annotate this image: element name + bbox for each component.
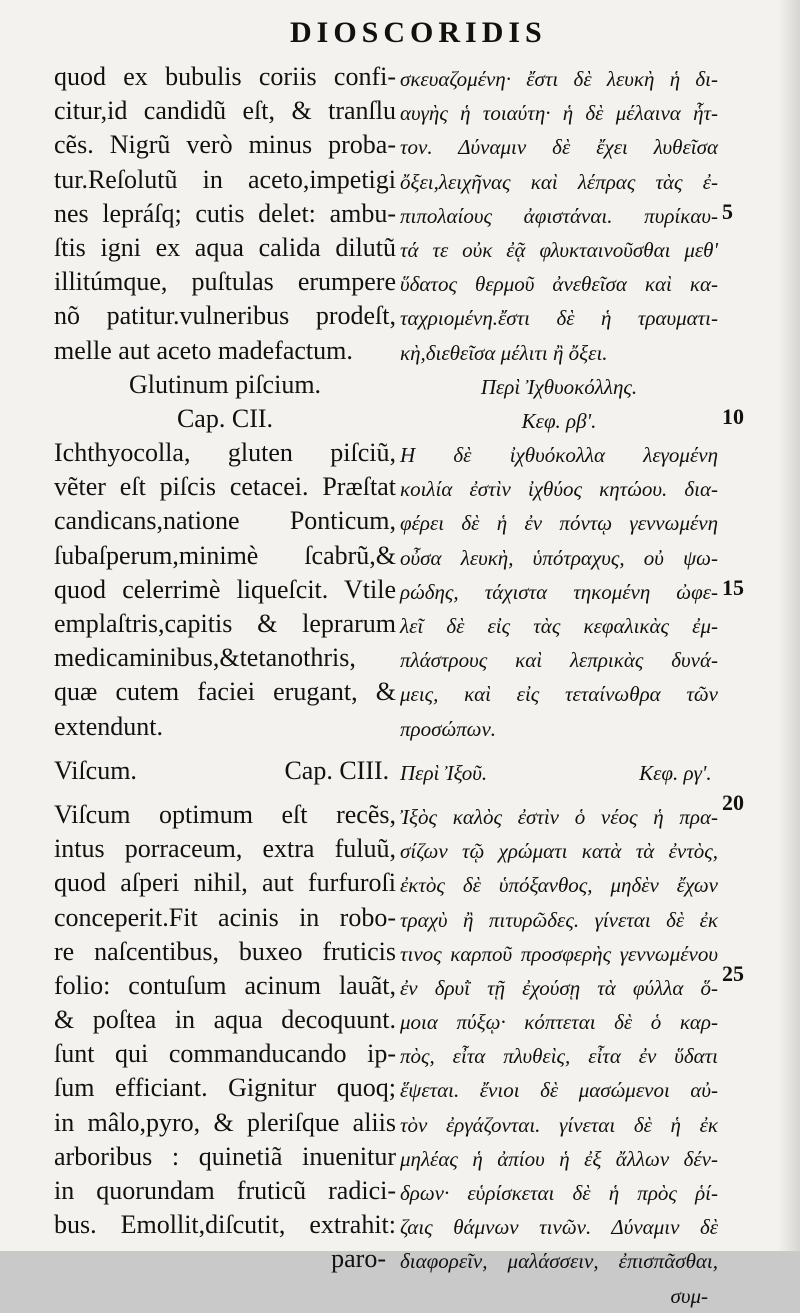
greek-text-line: Ἰξὸς καλὸς ἐστὶν ὁ νέος ἡ πρα- xyxy=(400,804,718,829)
latin-text-line: nes lepráſq; cutis delet: ambu- xyxy=(54,198,396,228)
greek-text-line: ζαις θάμνων τινῶν. Δύναμιν δὲ xyxy=(400,1215,718,1240)
greek-text-line: προσώπων. xyxy=(400,716,497,741)
greek-text-line: ἐκτὸς δὲ ὑπόξανθος, μηδὲν ἔχων xyxy=(400,873,718,898)
greek-text-line: ρώδης, τάχιστα τηκομένη ὠφε- xyxy=(400,579,718,604)
greek-text-line: τον. Δύναμιν δὲ ἔχει λυθεῖσα xyxy=(400,135,718,160)
latin-text-line: extendunt. xyxy=(54,711,164,741)
latin-text-line: medicaminibus,&tetanothris, xyxy=(54,643,356,673)
greek-text-line: διαφορεῖν, μαλάσσειν, ἐπισπᾶσθαι, xyxy=(400,1249,718,1274)
latin-section-heading-viscum xyxy=(54,754,396,788)
latin-text-block-2 xyxy=(54,798,396,1277)
latin-text-line: quod ex bubulis coriis confi- xyxy=(54,62,396,91)
latin-text-line: arboribus : quinetiã inuenitur xyxy=(54,1141,396,1171)
line-number: 15 xyxy=(722,575,744,600)
latin-text-line: illitúmque, puſtulas erumpere xyxy=(54,267,396,297)
greek-text-line: ταχριομένη.ἔστι δὲ ἡ τραυματι- xyxy=(400,306,718,331)
greek-text-line: ὕδατος θερμοῦ ἀνεθεῖσα καὶ κα- xyxy=(400,272,718,297)
greek-section-heading-ixos xyxy=(400,756,718,790)
latin-text-line: vẽter eſt piſcis cetacei. Præſtat xyxy=(54,472,396,502)
greek-text-line: Κεφ. ρβʹ. xyxy=(521,408,597,433)
latin-text-line: Ichthyocolla, gluten piſciũ, xyxy=(54,438,396,468)
running-head: DIOSCORIDIS xyxy=(290,16,547,49)
greek-text-line: τά τε οὐκ ἐᾷ φλυκταινοῦσθαι μεθ' xyxy=(400,237,718,262)
greek-text-line: συμ- xyxy=(670,1283,708,1308)
line-number: 25 xyxy=(722,961,744,987)
latin-text-line: citur,id candidũ eſt, & tranſlu xyxy=(54,96,396,126)
greek-text-line: τραχὺ ἢ πιτυρῶδες. γίνεται δὲ ἐκ xyxy=(400,907,718,932)
latin-text-line: ſunt qui commanducando ip- xyxy=(54,1039,396,1069)
greek-text-line: ἕψεται. ἔνιοι δὲ μασώμενοι αὐ- xyxy=(400,1078,718,1103)
greek-text-line: μοια πύξῳ· κόπτεται δὲ ὁ καρ- xyxy=(400,1010,718,1035)
latin-text-line: ſum efficiant. Gignitur quoq; xyxy=(54,1073,396,1103)
latin-text-line: intus porraceum, extra fuluũ, xyxy=(54,834,396,864)
greek-text-line: κὴ,διεθεῖσα μέλιτι ἢ ὄξει. xyxy=(400,340,608,365)
latin-column xyxy=(54,60,396,1277)
latin-text-line: melle aut aceto madefactum. xyxy=(54,335,353,365)
greek-text-line: πὸς, εἶτα πλυθεὶς, εἶτα ἐν ὕδατι xyxy=(400,1044,718,1069)
greek-text-line: δρων· εὑρίσκεται δὲ ἡ πρὸς ῥί- xyxy=(400,1181,718,1205)
latin-text-line: tur.Reſolutũ in aceto,impetigi xyxy=(54,164,396,194)
latin-text-line: conceperit.Fit acinis in robo- xyxy=(54,902,396,932)
latin-text-line: cẽs. Nigrũ verò minus proba- xyxy=(54,130,396,160)
latin-text-line: nõ patitur.vulneribus prodeſt, xyxy=(54,301,396,331)
greek-text-line: τινος καρποῦ προσφερὴς γεννωμένου xyxy=(400,941,718,966)
greek-text-line: κοιλία ἐστὶν ἰχθύος κητώου. δια- xyxy=(400,477,718,502)
greek-text-line: ὄξει,λειχῆνας καὶ λέπρας τὰς ἐ- xyxy=(400,169,718,194)
latin-text-line: folio: contuſum acinum lauãt, xyxy=(54,970,396,1000)
latin-text-line: quod aſperi nihil, aut furfuroſi xyxy=(54,868,396,898)
latin-text-line: bus. Emollit,diſcutit, extrahit: xyxy=(54,1210,396,1240)
latin-heading-title: Viſcum. xyxy=(54,755,137,785)
latin-text-line: Glutinum piſcium. xyxy=(128,369,322,399)
greek-text-line: πλάστρους καὶ λεπρικὰς δυνά- xyxy=(400,648,718,673)
greek-text-line: μεις, καὶ εἰς τεταίνωθρα τῶν xyxy=(400,682,718,707)
greek-text-line: σκευαζομένη· ἔστι δὲ λευκὴ ἡ δι- xyxy=(400,67,718,91)
greek-text-line: Περὶ Ἰχθυοκόλλης. xyxy=(480,374,638,399)
latin-text-line: re naſcentibus, buxeo fruticis xyxy=(54,936,396,966)
greek-text-block-2 xyxy=(400,800,718,1313)
latin-text-line: Viſcum optimum eſt recẽs, xyxy=(54,799,396,829)
page-edge-shadow xyxy=(778,0,800,1251)
greek-text-block-1 xyxy=(400,62,718,746)
latin-text-line: ſubaſperum,minimè ſcabrũ,& xyxy=(54,540,396,570)
latin-text-line: emplaſtris,capitis & leprarum xyxy=(54,609,396,638)
greek-text-line: Η δὲ ἰχθυόκολλα λεγομένη xyxy=(400,443,718,468)
greek-text-line: φέρει δὲ ἡ ἐν πόντῳ γεννωμένη xyxy=(400,511,718,536)
latin-text-line: quod celerrimè liqueſcit. Vtile xyxy=(54,574,396,604)
greek-text-line: πιπολαίους ἀφιστάναι. πυρίκαυ- xyxy=(400,203,718,228)
line-number: 10 xyxy=(722,404,744,429)
greek-text-line: μηλέας ἡ ἀπίου ἡ ἐξ ἄλλων δέν- xyxy=(400,1146,718,1171)
latin-heading-chapter: Cap. CIII. xyxy=(284,755,390,785)
latin-text-line: candicans,natione Ponticum, xyxy=(54,506,396,536)
line-number: 20 xyxy=(722,790,744,816)
latin-text-line: in quorundam fruticũ radici- xyxy=(54,1176,396,1205)
latin-text-line: paro- xyxy=(331,1244,386,1274)
latin-text-line: in mâlo,pyro, & pleriſque aliis xyxy=(54,1107,396,1137)
greek-text-line: λεῖ δὲ εἰς τὰς κεφαλικὰς ἐμ- xyxy=(400,614,718,638)
greek-heading-chapter: Κεφ. ργʹ. xyxy=(639,760,712,785)
greek-heading-title: Περὶ Ἰξοῦ. xyxy=(400,760,488,785)
greek-text-line: ἐν δρυῒ τῇ ἐχούσῃ τὰ φύλλα ὅ- xyxy=(400,975,718,1000)
latin-text-line: ſtis igni ex aqua calida dilutũ xyxy=(54,232,396,262)
greek-text-line: σίζων τῷ χρώματι κατὰ τὰ ἐντὸς, xyxy=(400,839,718,864)
latin-text-line: & poſtea in aqua decoquunt. xyxy=(54,1005,396,1035)
latin-text-line: Cap. CII. xyxy=(176,403,274,433)
line-number: 5 xyxy=(722,198,733,224)
greek-text-line: αυγὴς ἡ τοιαύτη· ἡ δὲ μέλαινα ἧτ- xyxy=(400,101,718,126)
greek-column xyxy=(400,62,718,1313)
greek-text-line: τὸν ἐργάζονται. γίνεται δὲ ἡ ἐκ xyxy=(400,1112,718,1137)
greek-text-line: οὖσα λευκὴ, ὑπότραχυς, οὐ ψω- xyxy=(400,545,718,570)
latin-text-line: quæ cutem faciei erugant, & xyxy=(54,677,396,707)
latin-text-block-1 xyxy=(54,60,396,744)
